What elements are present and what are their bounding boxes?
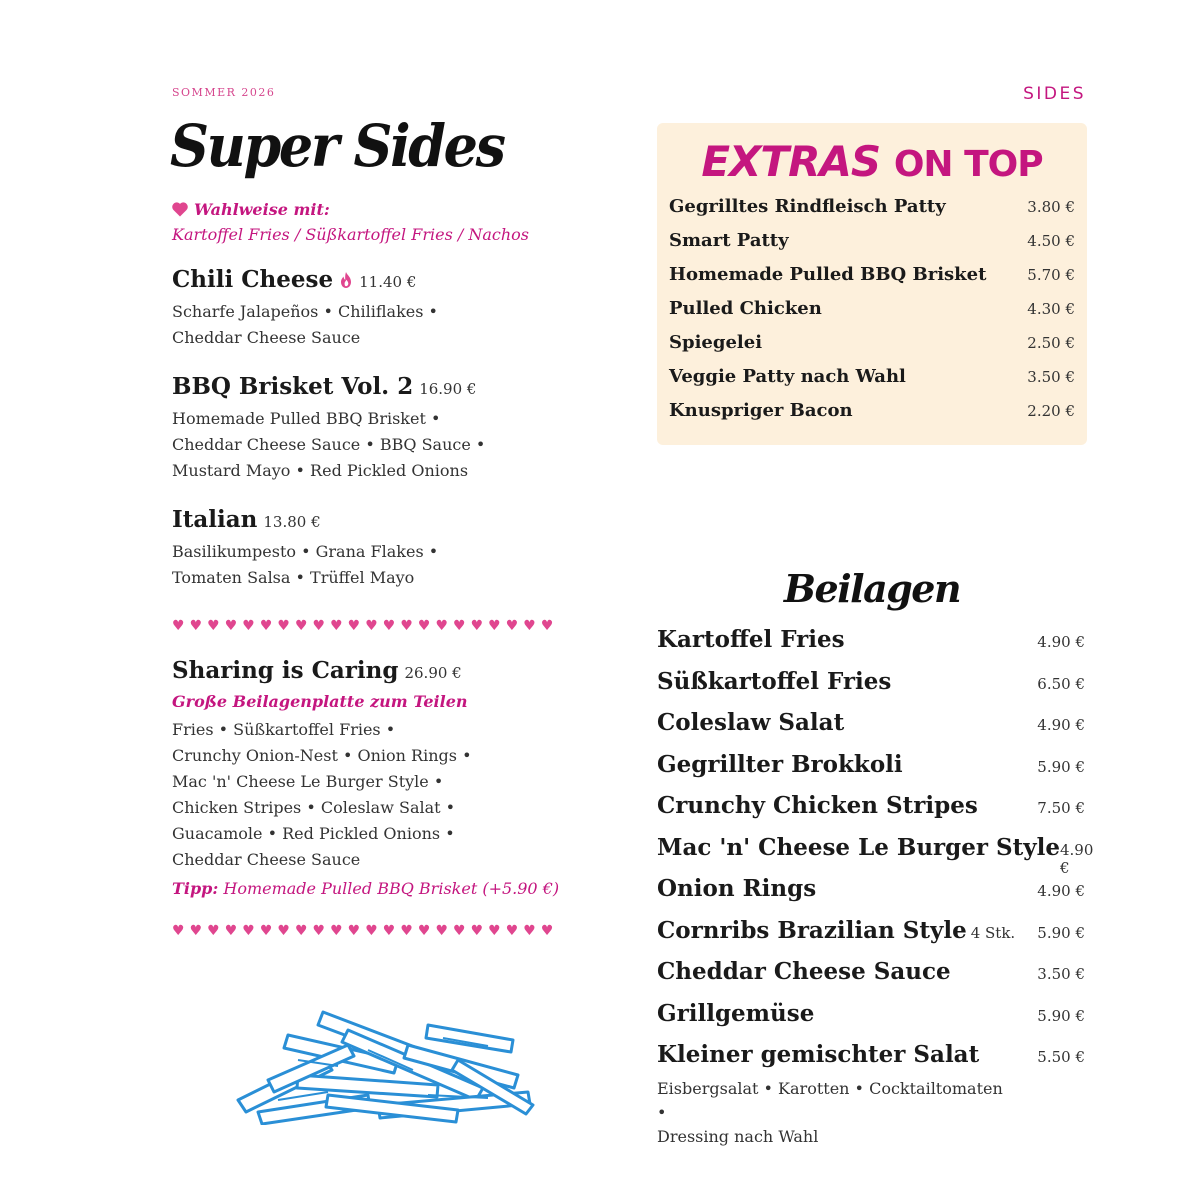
beilagen-row xyxy=(657,917,1087,959)
heart-icon: ♥ xyxy=(347,923,361,939)
extras-title-sub: ON TOP xyxy=(893,144,1043,185)
beilagen-item-name: Süßkartoffel Fries xyxy=(657,667,892,695)
heart-icon: ♥ xyxy=(242,618,255,634)
heart-icon: ♥ xyxy=(488,618,501,634)
heart-icon: ♥ xyxy=(277,618,290,634)
extras-box xyxy=(657,123,1087,445)
heart-icon: ♥ xyxy=(435,618,448,634)
beilagen-item-name: Mac 'n' Cheese Le Burger Style xyxy=(657,833,1060,861)
beilagen-row xyxy=(657,1000,1087,1042)
beilagen-item xyxy=(657,792,978,819)
extras-item-price: 2.50 € xyxy=(1027,334,1075,352)
heart-icon: ♥ xyxy=(347,618,361,634)
beilagen-item xyxy=(657,751,903,778)
extras-row xyxy=(669,264,1075,298)
beilagen-item-price: 4.90 € xyxy=(1059,840,1094,877)
heart-icon: ♥ xyxy=(294,923,308,939)
beilagen-item-price: 5.90 € xyxy=(1037,757,1085,776)
heart-icon: ♥ xyxy=(365,618,378,634)
heart-icon: ♥ xyxy=(224,923,238,939)
beilagen-row xyxy=(657,792,1087,834)
beilagen-row xyxy=(657,751,1087,793)
extras-item-name: Spiegelei xyxy=(669,332,763,353)
beilagen-item xyxy=(657,1041,979,1068)
heart-icon: ♥ xyxy=(277,923,290,939)
dish-name: Sharing is Caring xyxy=(172,657,399,684)
super-sides-column xyxy=(172,200,612,938)
section-label: SIDES xyxy=(1023,84,1086,104)
heart-icon: ♥ xyxy=(435,923,448,939)
heart-icon: ♥ xyxy=(417,618,431,634)
heart-icon: ♥ xyxy=(242,923,255,939)
heart-icon: ♥ xyxy=(259,618,273,634)
beilagen-item xyxy=(657,834,1060,861)
fries-illustration xyxy=(228,1000,538,1125)
heart-icon: ♥ xyxy=(470,923,484,939)
beilagen-item-price: 5.50 € xyxy=(1037,1048,1085,1066)
beilagen-item-name: Kleiner gemischter Salat xyxy=(657,1041,980,1068)
flame-icon xyxy=(339,271,353,289)
extras-row xyxy=(669,400,1075,434)
heart-icon: ♥ xyxy=(312,923,326,939)
beilagen-item-price: 4.90 € xyxy=(1037,716,1085,734)
extras-row xyxy=(669,332,1075,366)
beilagen-item-name: Cornribs Brazilian Style xyxy=(657,916,967,944)
beilagen-item-price: 7.50 € xyxy=(1037,799,1085,817)
beilagen-item-description: Eisbergsalat • Karotten • Cocktailtomaten • Dressing nach Wahl xyxy=(657,1078,1003,1146)
heart-icon: ♥ xyxy=(453,618,466,634)
heart-icon: ♥ xyxy=(382,618,396,634)
heart-icon: ♥ xyxy=(172,923,185,939)
beilagen-item xyxy=(657,1000,814,1027)
heart-icon: ♥ xyxy=(417,923,431,939)
beilagen-title: Beilagen xyxy=(783,566,961,611)
beilagen-row xyxy=(657,668,1087,710)
heart-icon: ♥ xyxy=(259,923,273,939)
dish-name: Chili Cheese xyxy=(172,266,334,293)
beilagen-item xyxy=(657,626,845,653)
beilagen-item-name: Kartoffel Fries xyxy=(657,626,845,653)
beilagen-item-price: 3.50 € xyxy=(1037,965,1085,983)
beilagen-item-price: 6.50 € xyxy=(1037,674,1085,693)
dish-subtitle: Große Beilagenplatte zum Teilen xyxy=(172,692,468,711)
heart-icon: ♥ xyxy=(505,923,519,939)
heart-icon: ♥ xyxy=(470,618,484,634)
beilagen-row xyxy=(657,709,1087,751)
extras-row xyxy=(669,230,1075,264)
dish-sharing-is-caring xyxy=(172,657,612,898)
dish-description: Fries • Süßkartoffel Fries • Crunchy Onion-Nest • Onion Rings • Mac 'n' Cheese Le Burger Style • Chicken Stripes • Coleslaw Salat • Guacamole • Red Pickled Onions • Cheddar Cheese Sauce xyxy=(172,720,472,869)
beilagen-item-note: 4 Stk. xyxy=(970,923,1016,942)
heart-icon: ♥ xyxy=(400,923,413,939)
heart-icon: ♥ xyxy=(294,618,308,634)
extras-item-name: Knuspriger Bacon xyxy=(669,400,853,421)
beilagen-item xyxy=(657,875,816,902)
beilagen-item-name: Crunchy Chicken Stripes xyxy=(657,792,978,819)
beilagen-row xyxy=(657,958,1087,1000)
dish-bbq-brisket xyxy=(172,373,612,484)
dish-name: Italian xyxy=(172,506,258,533)
dish-italian xyxy=(172,506,612,591)
tip-label: Tipp: xyxy=(172,879,219,898)
dish-description: Homemade Pulled BBQ Brisket • Cheddar Cheese Sauce • BBQ Sauce • Mustard Mayo • Red Pickled Onions xyxy=(172,409,486,480)
dish-description: Basilikumpesto • Grana Flakes • Tomaten Salsa • Trüffel Mayo xyxy=(172,542,439,587)
beilagen-item-name: Onion Rings xyxy=(657,875,817,902)
extras-row xyxy=(669,366,1075,400)
extras-item-price: 5.70 € xyxy=(1027,266,1075,284)
dish-name: BBQ Brisket Vol. 2 xyxy=(172,373,414,400)
extras-item-name: Smart Patty xyxy=(669,230,789,251)
heart-icon: ♥ xyxy=(172,618,185,634)
heart-icon: ♥ xyxy=(189,923,203,939)
heart-icon xyxy=(172,202,188,217)
beilagen-row xyxy=(657,626,1087,668)
dish-description: Scharfe Jalapeños • Chiliflakes • Cheddar Cheese Sauce xyxy=(172,302,438,347)
heart-icon: ♥ xyxy=(365,923,378,939)
beilagen-row xyxy=(657,833,1094,877)
beilagen-item-name: Cheddar Cheese Sauce xyxy=(657,958,951,985)
extras-item-name: Gegrilltes Rindfleisch Patty xyxy=(669,196,946,217)
choice-label: Wahlweise mit: xyxy=(194,200,330,219)
dish-price: 13.80 € xyxy=(263,513,321,531)
heart-icon: ♥ xyxy=(189,618,203,634)
hearts-divider xyxy=(172,619,602,633)
season-label: SOMMER 2026 xyxy=(172,86,276,99)
beilagen-item xyxy=(657,709,844,736)
tip-text: Homemade Pulled BBQ Brisket (+5.90 €) xyxy=(223,879,560,898)
beilagen-item-price: 5.90 € xyxy=(1037,923,1085,942)
heart-icon: ♥ xyxy=(453,923,466,939)
heart-icon: ♥ xyxy=(523,923,536,939)
extras-item-price: 2.20 € xyxy=(1027,402,1075,420)
beilagen-item xyxy=(657,958,951,985)
heart-icon: ♥ xyxy=(540,618,554,634)
heart-icon: ♥ xyxy=(400,618,413,634)
beilagen-item-name: Coleslaw Salat xyxy=(657,709,845,736)
heart-icon: ♥ xyxy=(330,923,343,939)
heart-icon: ♥ xyxy=(540,923,554,939)
beilagen-item-price: 4.90 € xyxy=(1037,633,1085,651)
dish-price: 26.90 € xyxy=(404,664,462,682)
beilagen-item xyxy=(657,668,891,695)
extras-item-price: 4.50 € xyxy=(1027,232,1075,250)
choice-options: Kartoffel Fries / Süßkartoffel Fries / Nachos xyxy=(172,225,529,244)
heart-icon: ♥ xyxy=(523,618,536,634)
beilagen-item-name: Grillgemüse xyxy=(657,999,815,1027)
beilagen-item xyxy=(657,917,1015,944)
extras-item-name: Pulled Chicken xyxy=(669,298,822,319)
beilagen-item-price: 5.90 € xyxy=(1037,1006,1085,1025)
extras-row xyxy=(669,298,1075,332)
dish-price: 11.40 € xyxy=(359,273,417,291)
extras-item-name: Veggie Patty nach Wahl xyxy=(669,366,906,387)
choice-row xyxy=(172,200,612,219)
page-title: Super Sides xyxy=(170,112,504,180)
heart-icon: ♥ xyxy=(207,923,220,939)
extras-row xyxy=(669,196,1075,230)
extras-item-price: 3.50 € xyxy=(1027,368,1075,386)
extras-list xyxy=(669,196,1075,434)
tip-line xyxy=(172,879,612,898)
heart-icon: ♥ xyxy=(488,923,501,939)
extras-item-name: Homemade Pulled BBQ Brisket xyxy=(669,264,987,285)
heart-icon: ♥ xyxy=(224,618,238,634)
beilagen-list xyxy=(657,626,1094,1149)
extras-item-price: 4.30 € xyxy=(1027,300,1075,318)
dish-price: 16.90 € xyxy=(419,380,477,398)
beilagen-item-price: 4.90 € xyxy=(1037,882,1085,900)
beilagen-row xyxy=(657,875,1087,917)
extras-title xyxy=(669,137,1075,186)
heart-icon: ♥ xyxy=(382,923,396,939)
heart-icon: ♥ xyxy=(312,618,326,634)
heart-icon: ♥ xyxy=(330,618,343,634)
dish-chili-cheese xyxy=(172,266,612,351)
hearts-divider xyxy=(172,924,602,938)
heart-icon: ♥ xyxy=(505,618,519,634)
heart-icon: ♥ xyxy=(207,618,220,634)
extras-title-main: EXTRAS xyxy=(701,137,881,186)
beilagen-item-name: Gegrillter Brokkoli xyxy=(657,750,903,778)
extras-item-price: 3.80 € xyxy=(1027,198,1075,216)
